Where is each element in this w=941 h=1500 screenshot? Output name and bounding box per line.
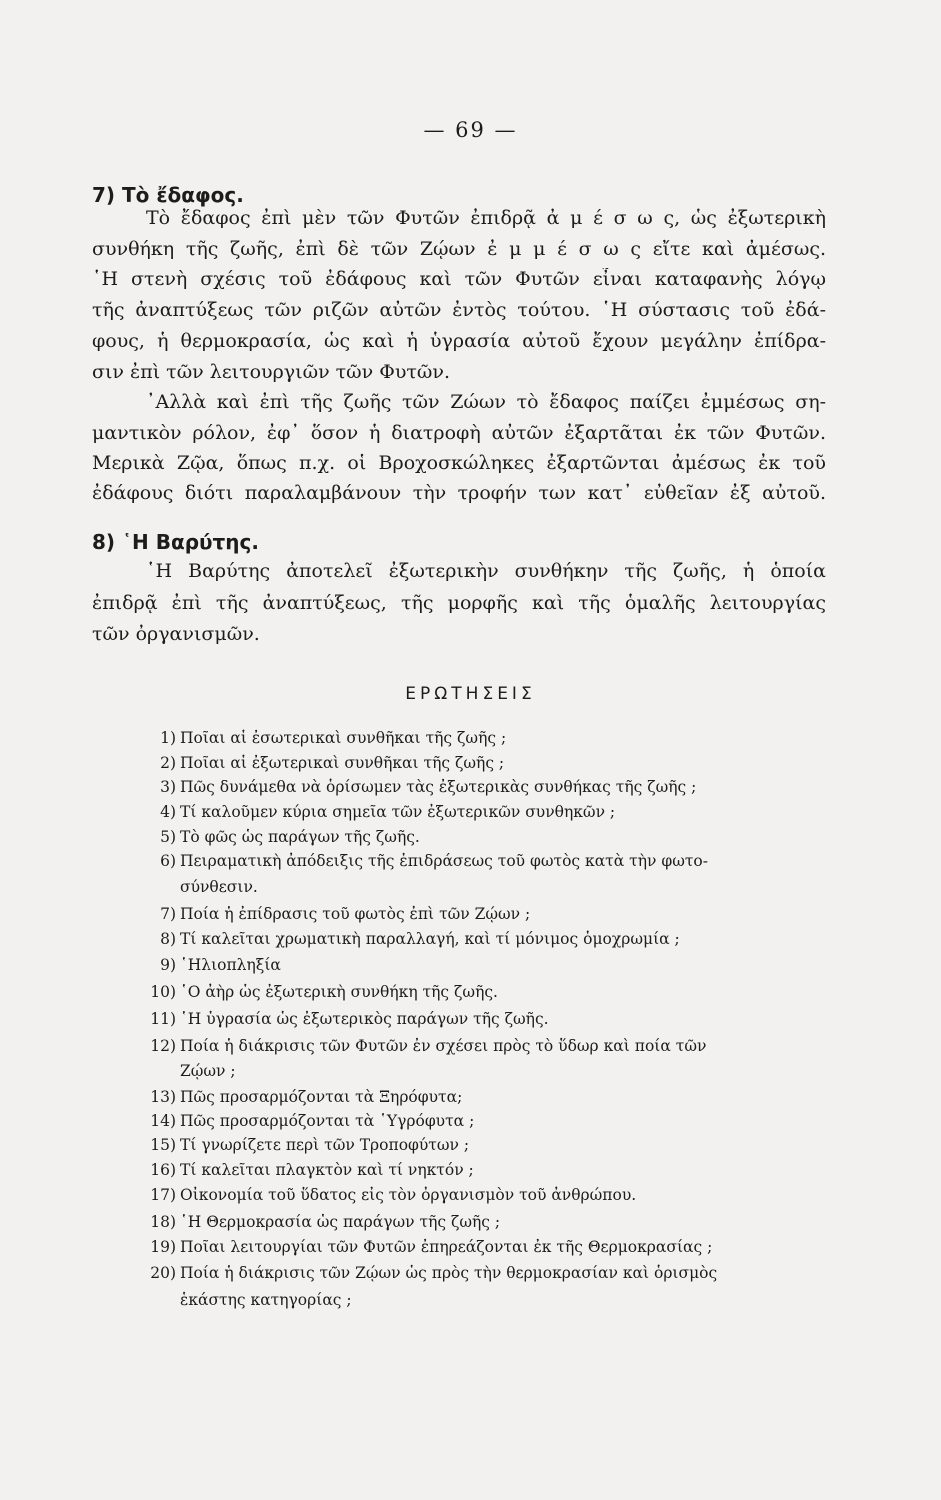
question-number: 17): [150, 1186, 176, 1204]
section-7-line: Μερικὰ Ζῷα, ὅπως π.χ. οἱ Βροχοσκώληκες ἐξαρτῶνται ἀμέσως ἐκ τοῦ: [92, 452, 826, 474]
section-7-line: μαντικὸν ρόλον, ἐφ᾿ ὅσον ἡ διατροφὴ αὐτῶν ἐξαρτᾶται ἐκ τῶν Φυτῶν.: [92, 422, 826, 444]
question-text: Τί καλοῦμεν κύρια σημεῖα τῶν ἐξωτερικῶν συνθηκῶν ;: [180, 803, 616, 821]
question-number: 16): [150, 1161, 176, 1179]
question-number: 10): [150, 983, 176, 1001]
question-text: Τί καλεῖται πλαγκτὸν καὶ τί νηκτόν ;: [180, 1161, 474, 1179]
section-7-line: Τὸ ἔδαφος ἐπὶ μὲν τῶν Φυτῶν ἐπιδρᾷ ἀ μ έ σ ω ς, ὡς ἐξωτερικὴ: [146, 207, 826, 229]
question-number: 8): [160, 930, 176, 948]
section-7-line: συνθήκη τῆς ζωῆς, ἐπὶ δὲ τῶν Ζῴων ἐ μ μ έ σ ω ς εἴτε καὶ ἀμέσως.: [92, 238, 826, 260]
question-item: [136, 803, 615, 821]
question-item: [136, 1136, 469, 1154]
question-text: Πειραματικὴ ἀπόδειξις τῆς ἐπιδράσεως τοῦ φωτὸς κατὰ τὴν φωτο-: [180, 852, 708, 870]
section-7-line: φους, ἡ θερμοκρασία, ὡς καὶ ἡ ὑγρασία αὐτοῦ ἔχουν μεγάλην ἐπίδρα-: [92, 330, 826, 352]
section-7-line: ἐδάφους διότι παραλαμβάνουν τὴν τροφήν των κατ᾿ εὐθεῖαν ἐξ αὐτοῦ.: [92, 482, 826, 504]
question-number: 15): [150, 1136, 176, 1154]
question-number: 12): [150, 1037, 176, 1055]
question-number: 3): [160, 778, 176, 796]
question-text: Ποία ἡ ἐπίδρασις τοῦ φωτὸς ἐπὶ τῶν Ζῴων ;: [180, 905, 531, 923]
question-item: [136, 828, 420, 846]
question-item: [136, 983, 498, 1001]
question-continuation: σύνθεσιν.: [180, 878, 258, 896]
question-number: 18): [150, 1213, 176, 1231]
question-number: 14): [150, 1112, 176, 1130]
question-text: ῾Ηλιοπληξία: [180, 956, 281, 974]
section-7-heading: 7) Τὸ ἔδαφος.: [92, 183, 244, 207]
question-item: [136, 905, 530, 923]
section-8-line: ἐπιδρᾷ ἐπὶ τῆς ἀναπτύξεως, τῆς μορφῆς καὶ τῆς ὁμαλῆς λειτουργίας: [92, 592, 826, 614]
question-text: Πῶς δυνάμεθα νὰ ὁρίσωμεν τὰς ἐξωτερικὰς συνθήκας τῆς ζωῆς ;: [180, 778, 697, 796]
question-item: [136, 754, 504, 772]
question-item: [136, 1161, 474, 1179]
question-number: 6): [160, 852, 176, 870]
question-item: [136, 1213, 500, 1231]
question-number: 9): [160, 956, 176, 974]
section-7-line: ᾿Αλλὰ καὶ ἐπὶ τῆς ζωῆς τῶν Ζώων τὸ ἔδαφος παίζει ἐμμέσως ση-: [146, 391, 826, 413]
question-item: [136, 778, 696, 796]
section-7-line: σιν ἐπὶ τῶν λειτουργιῶν τῶν Φυτῶν.: [92, 361, 450, 383]
question-text: Ποῖαι αἱ ἐξωτερικαὶ συνθῆκαι τῆς ζωῆς ;: [180, 754, 505, 772]
question-number: 13): [150, 1088, 176, 1106]
question-number: 1): [160, 729, 176, 747]
question-text: Ποῖαι λειτουργίαι τῶν Φυτῶν ἐπηρεάζονται ἐκ τῆς Θερμοκρασίας ;: [180, 1238, 713, 1256]
question-item: [136, 1112, 474, 1130]
question-item: [136, 930, 680, 948]
question-number: 11): [150, 1010, 176, 1028]
question-text: Ποῖαι αἱ ἐσωτερικαὶ συνθῆκαι τῆς ζωῆς ;: [180, 729, 507, 747]
question-number: 19): [150, 1238, 176, 1256]
question-item: [136, 1088, 462, 1106]
question-number: 20): [150, 1264, 176, 1282]
question-continuation: ἑκάστης κατηγορίας ;: [180, 1291, 352, 1309]
question-text: Οἰκονομία τοῦ ὕδατος εἰς τὸν ὀργανισμὸν τοῦ ἀνθρώπου.: [180, 1186, 637, 1204]
question-text: Πῶς προσαρμόζονται τὰ Ξηρόφυτα;: [180, 1088, 463, 1106]
question-item: [136, 1186, 636, 1204]
question-number: 5): [160, 828, 176, 846]
question-text: ῾Η Θερμοκρασία ὡς παράγων τῆς ζωῆς ;: [180, 1213, 501, 1231]
question-text: Τὸ φῶς ὡς παράγων τῆς ζωῆς.: [180, 828, 420, 846]
question-item: [136, 852, 708, 870]
question-text: Ποία ἡ διάκρισις τῶν Φυτῶν ἐν σχέσει πρὸς τὸ ὕδωρ καὶ ποία τῶν: [180, 1037, 707, 1055]
question-item: [136, 1238, 712, 1256]
question-item: [136, 1264, 717, 1282]
question-text: Τί καλεῖται χρωματικὴ παραλλαγή, καὶ τί μόνιμος ὁμοχρωμία ;: [180, 930, 680, 948]
question-number: 7): [160, 905, 176, 923]
question-text: Ποία ἡ διάκρισις τῶν Ζῴων ὡς πρὸς τὴν θερμοκρασίαν καὶ ὁρισμὸς: [180, 1264, 718, 1282]
question-text: ῾Η ὑγρασία ὡς ἐξωτερικὸς παράγων τῆς ζωῆς.: [180, 1010, 549, 1028]
question-text: Πῶς προσαρμόζονται τὰ ῾Υγρόφυτα ;: [180, 1112, 475, 1130]
question-continuation: Ζῴων ;: [180, 1062, 236, 1080]
section-8-heading: 8) ῾Η Βαρύτης.: [92, 530, 259, 554]
questions-title: ΕΡΩΤΗΣΕΙΣ: [405, 684, 536, 704]
section-7-line: ῾Η στενὴ σχέσις τοῦ ἐδάφους καὶ τῶν Φυτῶν εἶναι καταφανὴς λόγῳ: [92, 268, 826, 290]
question-item: [136, 1037, 706, 1055]
question-number: 2): [160, 754, 176, 772]
question-text: Τί γνωρίζετε περὶ τῶν Τροποφύτων ;: [180, 1136, 470, 1154]
section-8-line: ῾Η Βαρύτης ἀποτελεῖ ἐξωτερικὴν συνθήκην τῆς ζωῆς, ἡ ὁποία: [146, 560, 826, 582]
question-number: 4): [160, 803, 176, 821]
question-item: [136, 1010, 549, 1028]
section-8-line: τῶν ὀργανισμῶν.: [92, 623, 260, 645]
question-item: [136, 729, 506, 747]
question-text: ῾Ο ἀὴρ ὡς ἐξωτερικὴ συνθήκη τῆς ζωῆς.: [180, 983, 498, 1001]
section-7-line: τῆς ἀναπτύξεως τῶν ριζῶν αὐτῶν ἐντὸς τούτου. ῾Η σύστασις τοῦ ἐδά-: [92, 299, 826, 321]
question-item: [136, 956, 281, 974]
page-number: — 69 —: [423, 118, 518, 142]
